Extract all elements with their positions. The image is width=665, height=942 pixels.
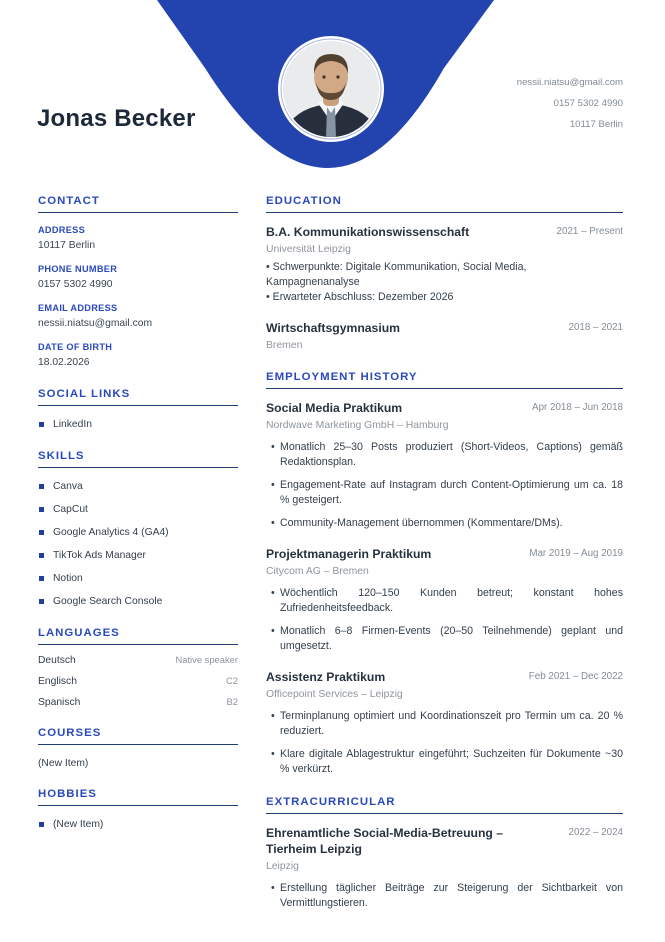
education-degree: Wirtschaftsgymnasium (266, 321, 400, 335)
language-row (38, 675, 238, 687)
profile-photo (278, 36, 384, 142)
candidate-name: Jonas Becker (37, 105, 196, 132)
skill-item: Canva (38, 481, 238, 493)
job-company: Officepoint Services – Leipzig (266, 689, 403, 700)
skill-item: Google Search Console (38, 596, 238, 608)
header-phone: 0157 5302 4990 (553, 98, 623, 109)
employment-entry (266, 669, 623, 777)
contact-field-dob (38, 341, 238, 369)
education-dates: 2018 – 2021 (568, 322, 623, 333)
job-role: Projektmanagerin Praktikum (266, 547, 432, 561)
section-title-languages: LANGUAGES (38, 627, 238, 645)
education-dates: 2021 – Present (556, 226, 623, 237)
language-name: Spanisch (38, 697, 81, 708)
employment-entry (266, 546, 623, 654)
activity-role: Ehrenamtliche Social-Media-Betreuung – Tierheim Leipzig (266, 826, 504, 856)
header-city: 10117 Berlin (569, 119, 623, 130)
section-title-education: EDUCATION (266, 195, 623, 213)
section-contact (38, 195, 238, 369)
header-email: nessii.niatsu@gmail.com (516, 77, 623, 88)
field-value: 18.02.2026 (38, 357, 90, 368)
hobby-item-placeholder: (New Item) (38, 819, 238, 831)
language-row (38, 654, 238, 666)
education-institution: Universität Leipzig (266, 244, 351, 255)
education-entry (266, 320, 623, 352)
resume-body (0, 176, 665, 911)
activity-dates: 2022 – 2024 (568, 827, 623, 838)
section-title-extracurricular: EXTRACURRICULAR (266, 796, 623, 814)
employment-entry (266, 400, 623, 531)
skill-item: Notion (38, 573, 238, 585)
job-dates: Apr 2018 – Jun 2018 (532, 402, 623, 413)
section-title-hobbies: HOBBIES (38, 788, 238, 806)
section-education (266, 195, 623, 352)
field-label: EMAIL ADDRESS (38, 303, 118, 313)
resume-header (0, 0, 665, 176)
section-skills (38, 450, 238, 608)
field-value: nessii.niatsu@gmail.com (38, 318, 153, 329)
contact-field-address (38, 224, 238, 252)
main-column (266, 176, 623, 911)
job-role: Assistenz Praktikum (266, 670, 386, 684)
section-title-courses: COURSES (38, 727, 238, 745)
section-title-skills: SKILLS (38, 450, 238, 468)
section-social-links (38, 388, 238, 431)
section-languages (38, 627, 238, 708)
skill-item: TikTok Ads Manager (38, 550, 238, 562)
job-bullet: • Community-Management übernommen (Kommentare/DMs). (266, 516, 623, 531)
sidebar (38, 176, 238, 911)
contact-field-email (38, 302, 238, 330)
job-company: Nordwave Marketing GmbH – Hamburg (266, 420, 449, 431)
language-level: Native speaker (175, 654, 238, 665)
language-level: B2 (226, 696, 238, 707)
section-hobbies (38, 788, 238, 831)
job-company: Citycom AG – Bremen (266, 566, 369, 577)
education-bullet: • Schwerpunkte: Digitale Kommunikation, Social Media, Kampagnenanalyse (266, 260, 623, 290)
job-role: Social Media Praktikum (266, 401, 403, 415)
language-name: Deutsch (38, 655, 76, 666)
field-label: DATE OF BIRTH (38, 342, 113, 352)
language-level: C2 (226, 675, 238, 686)
skill-item: Google Analytics 4 (GA4) (38, 527, 238, 539)
section-title-social-links: SOCIAL LINKS (38, 388, 238, 406)
job-bullet: • Monatlich 25–30 Posts produziert (Short-Videos, Captions) gemäß Redaktionsplan. (266, 440, 623, 470)
job-dates: Feb 2021 – Dec 2022 (528, 671, 623, 682)
language-row (38, 696, 238, 708)
job-bullet: • Wöchentlich 120–150 Kunden betreut; konstant hohes Zufriedenheitsfeedback. (266, 586, 623, 616)
section-employment-history (266, 371, 623, 777)
field-value: 10117 Berlin (38, 240, 96, 251)
job-bullet: • Terminplanung optimiert und Koordinationszeit pro Termin um ca. 20 % reduziert. (266, 709, 623, 739)
education-institution: Bremen (266, 340, 303, 351)
extracurricular-entry (266, 825, 623, 911)
field-value: 0157 5302 4990 (38, 279, 113, 290)
job-bullet: • Monatlich 6–8 Firmen-Events (20–50 Teilnehmende) geplant und umgesetzt. (266, 624, 623, 654)
section-extracurricular (266, 796, 623, 911)
section-courses (38, 727, 238, 769)
section-title-employment: EMPLOYMENT HISTORY (266, 371, 623, 389)
field-label: ADDRESS (38, 225, 86, 235)
education-entry (266, 224, 623, 305)
job-bullet: • Engagement-Rate auf Instagram durch Content-Optimierung um ca. 18 % gesteigert. (266, 478, 623, 508)
header-contact-info (517, 72, 623, 135)
skill-item: CapCut (38, 504, 238, 516)
social-link-item: LinkedIn (38, 419, 238, 431)
job-bullet: • Klare digitale Ablagestruktur eingeführt; Suchzeiten für Dokumente ~30 % verkürzt. (266, 747, 623, 777)
contact-field-phone (38, 263, 238, 291)
education-bullet: • Erwarteter Abschluss: Dezember 2026 (266, 290, 623, 305)
language-name: Englisch (38, 676, 77, 687)
job-dates: Mar 2019 – Aug 2019 (529, 548, 623, 559)
activity-location: Leipzig (266, 861, 299, 872)
education-degree: B.A. Kommunikationswissenschaft (266, 225, 470, 239)
section-title-contact: CONTACT (38, 195, 238, 213)
field-label: PHONE NUMBER (38, 264, 118, 274)
activity-bullet: • Erstellung täglicher Beiträge zur Steigerung der Sichtbarkeit von Vermittlungstieren. (266, 881, 623, 911)
course-item-placeholder: (New Item) (38, 758, 89, 769)
